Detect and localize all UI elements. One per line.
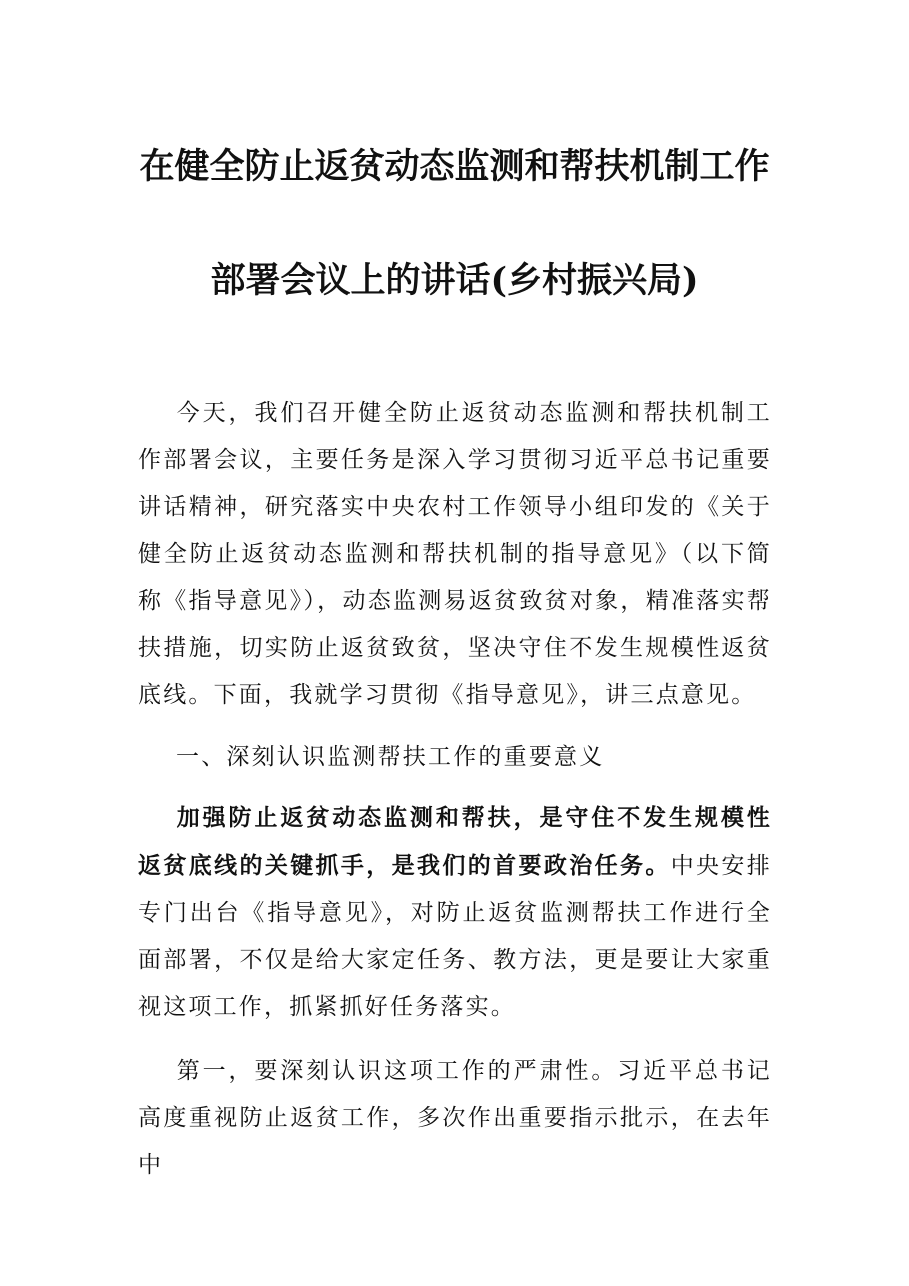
paragraph-intro-text: 今天，我们召开健全防止返贫动态监测和帮扶机制工作部署会议，主要任务是深入学习贯彻习近平总书记重要讲话精神，研究落实中央农村工作领导小组印发的《关于健全防止返贫动态监测和帮扶机制的指导意见》（以下简称《指导意见》），动态监测易返贫致贫对象，精准落实帮扶措施，切实防止返贫致贫，坚决守住不发生规模性返贫底线。下面，我就学习贯彻《指导意见》，讲三点意见。 <box>138 400 772 708</box>
paragraph-significance <box>138 794 772 1031</box>
paragraph-significance-text: 中央安排专门出台《指导意见》，对防止返贫监测帮扶工作进行全面部署，不仅是给大家定任务、教方法，更是要让大家重视这项工作，抓紧抓好任务落实。 <box>138 853 772 1020</box>
document-title-line-2: 部署会议上的讲话(乡村振兴局) <box>210 260 699 301</box>
paragraph-seriousness-text: 第一，要深刻认识这项工作的严肃性。习近平总书记高度重视防止返贫工作，多次作出重要指示批示，在去年中 <box>138 1058 772 1178</box>
paragraph-significance-bold-text: 加强防止返贫动态监测和帮扶，是守住不发生规模性返贫底线的关键抓手，是我们的首要政治任务。 <box>138 804 772 879</box>
paragraph-seriousness <box>138 1048 772 1189</box>
section-heading-1-text: 一、深刻认识监测帮扶工作的重要意义 <box>176 744 605 770</box>
document-title-line-1: 在健全防止返贫动态监测和帮扶机制工作 <box>139 146 770 187</box>
paragraph-intro <box>138 390 772 719</box>
section-heading-1 <box>138 734 772 781</box>
